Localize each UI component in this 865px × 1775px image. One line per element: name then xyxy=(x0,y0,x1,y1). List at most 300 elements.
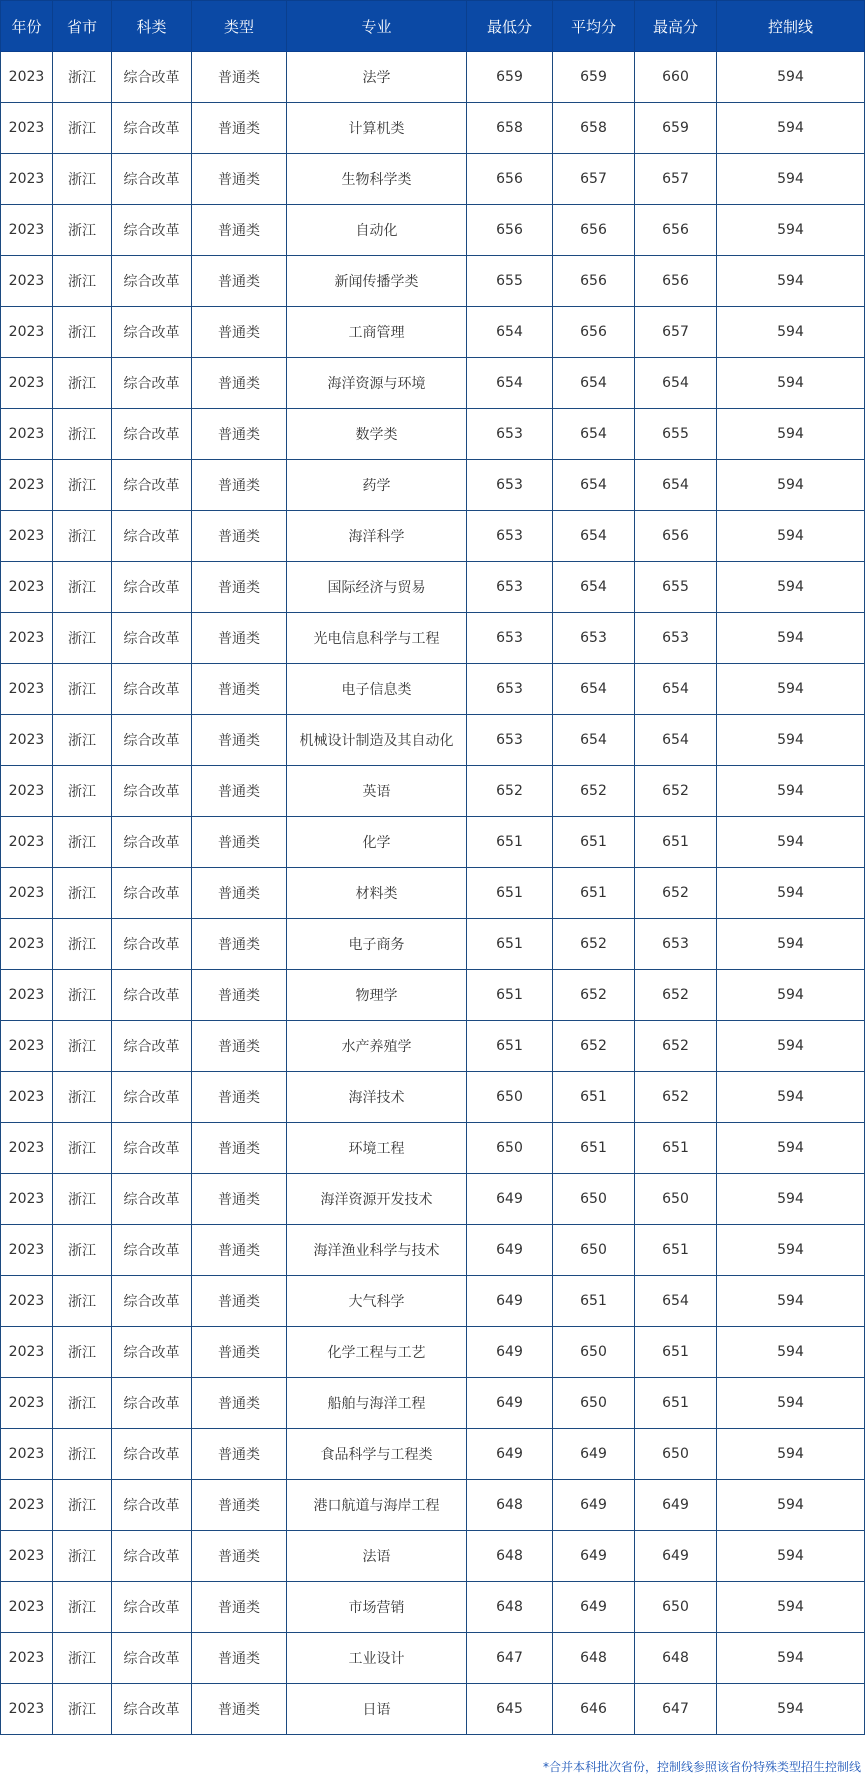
cell-control-line: 594 xyxy=(717,562,865,613)
cell-type: 普通类 xyxy=(192,256,287,307)
cell-category: 综合改革 xyxy=(112,103,192,154)
cell-province: 浙江 xyxy=(53,1123,112,1174)
cell-category: 综合改革 xyxy=(112,664,192,715)
cell-avg-score: 657 xyxy=(553,154,635,205)
cell-year: 2023 xyxy=(1,919,53,970)
cell-control-line: 594 xyxy=(717,1327,865,1378)
cell-province: 浙江 xyxy=(53,1021,112,1072)
cell-type: 普通类 xyxy=(192,1429,287,1480)
cell-type: 普通类 xyxy=(192,817,287,868)
cell-type: 普通类 xyxy=(192,1531,287,1582)
cell-province: 浙江 xyxy=(53,664,112,715)
cell-control-line: 594 xyxy=(717,613,865,664)
cell-min-score: 648 xyxy=(467,1582,553,1633)
cell-year: 2023 xyxy=(1,1378,53,1429)
cell-type: 普通类 xyxy=(192,52,287,103)
cell-max-score: 647 xyxy=(635,1684,717,1735)
cell-type: 普通类 xyxy=(192,715,287,766)
cell-type: 普通类 xyxy=(192,919,287,970)
cell-avg-score: 650 xyxy=(553,1225,635,1276)
cell-category: 综合改革 xyxy=(112,1480,192,1531)
cell-min-score: 653 xyxy=(467,664,553,715)
cell-major: 光电信息科学与工程 xyxy=(287,613,467,664)
cell-max-score: 655 xyxy=(635,562,717,613)
cell-control-line: 594 xyxy=(717,1378,865,1429)
cell-major: 市场营销 xyxy=(287,1582,467,1633)
cell-category: 综合改革 xyxy=(112,766,192,817)
cell-province: 浙江 xyxy=(53,1225,112,1276)
cell-avg-score: 656 xyxy=(553,205,635,256)
cell-avg-score: 650 xyxy=(553,1378,635,1429)
cell-type: 普通类 xyxy=(192,1582,287,1633)
header-province: 省市 xyxy=(53,1,112,52)
cell-max-score: 650 xyxy=(635,1582,717,1633)
cell-year: 2023 xyxy=(1,409,53,460)
cell-avg-score: 654 xyxy=(553,715,635,766)
cell-min-score: 650 xyxy=(467,1072,553,1123)
cell-avg-score: 649 xyxy=(553,1531,635,1582)
cell-avg-score: 659 xyxy=(553,52,635,103)
cell-avg-score: 654 xyxy=(553,460,635,511)
cell-min-score: 653 xyxy=(467,562,553,613)
cell-category: 综合改革 xyxy=(112,1684,192,1735)
cell-major: 化学工程与工艺 xyxy=(287,1327,467,1378)
table-row xyxy=(1,1276,865,1327)
cell-min-score: 651 xyxy=(467,817,553,868)
cell-max-score: 653 xyxy=(635,613,717,664)
cell-type: 普通类 xyxy=(192,613,287,664)
table-row xyxy=(1,868,865,919)
table-row xyxy=(1,1225,865,1276)
cell-major: 生物科学类 xyxy=(287,154,467,205)
cell-avg-score: 656 xyxy=(553,256,635,307)
cell-major: 数学类 xyxy=(287,409,467,460)
table-row xyxy=(1,1429,865,1480)
cell-control-line: 594 xyxy=(717,715,865,766)
table-row xyxy=(1,817,865,868)
cell-avg-score: 651 xyxy=(553,1123,635,1174)
cell-category: 综合改革 xyxy=(112,613,192,664)
cell-year: 2023 xyxy=(1,1633,53,1684)
cell-max-score: 660 xyxy=(635,52,717,103)
cell-category: 综合改革 xyxy=(112,358,192,409)
cell-category: 综合改革 xyxy=(112,154,192,205)
cell-category: 综合改革 xyxy=(112,52,192,103)
table-row xyxy=(1,919,865,970)
cell-province: 浙江 xyxy=(53,919,112,970)
cell-province: 浙江 xyxy=(53,205,112,256)
cell-control-line: 594 xyxy=(717,1480,865,1531)
cell-province: 浙江 xyxy=(53,1684,112,1735)
cell-control-line: 594 xyxy=(717,358,865,409)
cell-avg-score: 646 xyxy=(553,1684,635,1735)
cell-province: 浙江 xyxy=(53,103,112,154)
cell-category: 综合改革 xyxy=(112,868,192,919)
header-avg-score: 平均分 xyxy=(553,1,635,52)
cell-category: 综合改革 xyxy=(112,460,192,511)
table-row xyxy=(1,460,865,511)
cell-min-score: 648 xyxy=(467,1531,553,1582)
table-row xyxy=(1,358,865,409)
cell-control-line: 594 xyxy=(717,868,865,919)
cell-type: 普通类 xyxy=(192,409,287,460)
cell-year: 2023 xyxy=(1,868,53,919)
cell-control-line: 594 xyxy=(717,511,865,562)
cell-province: 浙江 xyxy=(53,868,112,919)
cell-year: 2023 xyxy=(1,307,53,358)
cell-control-line: 594 xyxy=(717,1021,865,1072)
table-row xyxy=(1,1123,865,1174)
cell-type: 普通类 xyxy=(192,460,287,511)
cell-max-score: 656 xyxy=(635,511,717,562)
cell-avg-score: 654 xyxy=(553,511,635,562)
cell-min-score: 652 xyxy=(467,766,553,817)
cell-category: 综合改革 xyxy=(112,1276,192,1327)
cell-max-score: 649 xyxy=(635,1531,717,1582)
cell-control-line: 594 xyxy=(717,817,865,868)
cell-type: 普通类 xyxy=(192,1225,287,1276)
cell-min-score: 651 xyxy=(467,919,553,970)
cell-province: 浙江 xyxy=(53,409,112,460)
cell-max-score: 652 xyxy=(635,970,717,1021)
cell-control-line: 594 xyxy=(717,1072,865,1123)
header-type: 类型 xyxy=(192,1,287,52)
cell-type: 普通类 xyxy=(192,154,287,205)
cell-control-line: 594 xyxy=(717,307,865,358)
cell-category: 综合改革 xyxy=(112,1582,192,1633)
cell-major: 国际经济与贸易 xyxy=(287,562,467,613)
cell-min-score: 654 xyxy=(467,307,553,358)
table-row xyxy=(1,1327,865,1378)
cell-year: 2023 xyxy=(1,715,53,766)
cell-major: 海洋技术 xyxy=(287,1072,467,1123)
cell-type: 普通类 xyxy=(192,307,287,358)
cell-major: 船舶与海洋工程 xyxy=(287,1378,467,1429)
cell-max-score: 652 xyxy=(635,868,717,919)
cell-province: 浙江 xyxy=(53,1633,112,1684)
cell-province: 浙江 xyxy=(53,1582,112,1633)
header-major: 专业 xyxy=(287,1,467,52)
cell-major: 机械设计制造及其自动化 xyxy=(287,715,467,766)
header-row xyxy=(1,1,865,52)
cell-province: 浙江 xyxy=(53,562,112,613)
cell-year: 2023 xyxy=(1,1327,53,1378)
cell-type: 普通类 xyxy=(192,511,287,562)
cell-max-score: 651 xyxy=(635,1378,717,1429)
cell-min-score: 645 xyxy=(467,1684,553,1735)
cell-year: 2023 xyxy=(1,817,53,868)
cell-max-score: 652 xyxy=(635,1021,717,1072)
header-min-score: 最低分 xyxy=(467,1,553,52)
cell-min-score: 659 xyxy=(467,52,553,103)
cell-min-score: 649 xyxy=(467,1174,553,1225)
cell-control-line: 594 xyxy=(717,52,865,103)
cell-max-score: 651 xyxy=(635,1225,717,1276)
cell-year: 2023 xyxy=(1,1429,53,1480)
cell-control-line: 594 xyxy=(717,664,865,715)
cell-year: 2023 xyxy=(1,1174,53,1225)
table-row xyxy=(1,1531,865,1582)
cell-province: 浙江 xyxy=(53,715,112,766)
cell-province: 浙江 xyxy=(53,970,112,1021)
cell-type: 普通类 xyxy=(192,562,287,613)
cell-type: 普通类 xyxy=(192,970,287,1021)
table-row xyxy=(1,256,865,307)
cell-province: 浙江 xyxy=(53,256,112,307)
cell-major: 大气科学 xyxy=(287,1276,467,1327)
cell-type: 普通类 xyxy=(192,358,287,409)
cell-province: 浙江 xyxy=(53,1276,112,1327)
header-year: 年份 xyxy=(1,1,53,52)
table-row xyxy=(1,1684,865,1735)
cell-control-line: 594 xyxy=(717,205,865,256)
cell-control-line: 594 xyxy=(717,1633,865,1684)
cell-avg-score: 652 xyxy=(553,1021,635,1072)
cell-year: 2023 xyxy=(1,205,53,256)
cell-type: 普通类 xyxy=(192,1327,287,1378)
cell-avg-score: 651 xyxy=(553,1072,635,1123)
cell-year: 2023 xyxy=(1,1123,53,1174)
cell-type: 普通类 xyxy=(192,868,287,919)
cell-control-line: 594 xyxy=(717,409,865,460)
cell-avg-score: 654 xyxy=(553,358,635,409)
cell-province: 浙江 xyxy=(53,1174,112,1225)
cell-max-score: 655 xyxy=(635,409,717,460)
cell-min-score: 656 xyxy=(467,154,553,205)
cell-control-line: 594 xyxy=(717,766,865,817)
cell-control-line: 594 xyxy=(717,103,865,154)
cell-major: 环境工程 xyxy=(287,1123,467,1174)
table-row xyxy=(1,613,865,664)
cell-control-line: 594 xyxy=(717,1684,865,1735)
cell-province: 浙江 xyxy=(53,1072,112,1123)
cell-type: 普通类 xyxy=(192,1174,287,1225)
cell-major: 化学 xyxy=(287,817,467,868)
cell-min-score: 649 xyxy=(467,1327,553,1378)
cell-major: 食品科学与工程类 xyxy=(287,1429,467,1480)
cell-year: 2023 xyxy=(1,1480,53,1531)
cell-year: 2023 xyxy=(1,154,53,205)
cell-category: 综合改革 xyxy=(112,919,192,970)
cell-avg-score: 649 xyxy=(553,1429,635,1480)
cell-category: 综合改革 xyxy=(112,1327,192,1378)
cell-year: 2023 xyxy=(1,52,53,103)
cell-min-score: 648 xyxy=(467,1480,553,1531)
cell-control-line: 594 xyxy=(717,1225,865,1276)
cell-province: 浙江 xyxy=(53,460,112,511)
cell-min-score: 653 xyxy=(467,409,553,460)
cell-category: 综合改革 xyxy=(112,1072,192,1123)
table-row xyxy=(1,715,865,766)
cell-year: 2023 xyxy=(1,103,53,154)
cell-category: 综合改革 xyxy=(112,1174,192,1225)
cell-major: 法学 xyxy=(287,52,467,103)
cell-major: 法语 xyxy=(287,1531,467,1582)
cell-year: 2023 xyxy=(1,1072,53,1123)
cell-avg-score: 654 xyxy=(553,562,635,613)
cell-max-score: 653 xyxy=(635,919,717,970)
cell-province: 浙江 xyxy=(53,154,112,205)
table-row xyxy=(1,205,865,256)
cell-max-score: 654 xyxy=(635,1276,717,1327)
cell-province: 浙江 xyxy=(53,1480,112,1531)
cell-avg-score: 651 xyxy=(553,817,635,868)
table-row xyxy=(1,1072,865,1123)
cell-major: 日语 xyxy=(287,1684,467,1735)
cell-control-line: 594 xyxy=(717,1123,865,1174)
cell-max-score: 650 xyxy=(635,1174,717,1225)
cell-major: 电子商务 xyxy=(287,919,467,970)
cell-max-score: 654 xyxy=(635,460,717,511)
cell-type: 普通类 xyxy=(192,1021,287,1072)
cell-category: 综合改革 xyxy=(112,409,192,460)
cell-major: 海洋科学 xyxy=(287,511,467,562)
cell-year: 2023 xyxy=(1,511,53,562)
cell-avg-score: 650 xyxy=(553,1174,635,1225)
cell-min-score: 658 xyxy=(467,103,553,154)
cell-year: 2023 xyxy=(1,766,53,817)
cell-min-score: 653 xyxy=(467,715,553,766)
table-row xyxy=(1,103,865,154)
cell-avg-score: 649 xyxy=(553,1582,635,1633)
cell-category: 综合改革 xyxy=(112,1021,192,1072)
cell-max-score: 656 xyxy=(635,205,717,256)
cell-major: 新闻传播学类 xyxy=(287,256,467,307)
cell-category: 综合改革 xyxy=(112,256,192,307)
table-row xyxy=(1,1174,865,1225)
cell-province: 浙江 xyxy=(53,817,112,868)
cell-max-score: 651 xyxy=(635,1123,717,1174)
cell-min-score: 649 xyxy=(467,1276,553,1327)
cell-avg-score: 652 xyxy=(553,766,635,817)
cell-category: 综合改革 xyxy=(112,307,192,358)
cell-min-score: 654 xyxy=(467,358,553,409)
cell-major: 英语 xyxy=(287,766,467,817)
cell-year: 2023 xyxy=(1,562,53,613)
cell-province: 浙江 xyxy=(53,307,112,358)
cell-control-line: 594 xyxy=(717,970,865,1021)
cell-max-score: 659 xyxy=(635,103,717,154)
table-row xyxy=(1,154,865,205)
table-row xyxy=(1,409,865,460)
cell-max-score: 651 xyxy=(635,1327,717,1378)
cell-major: 电子信息类 xyxy=(287,664,467,715)
cell-max-score: 652 xyxy=(635,1072,717,1123)
cell-year: 2023 xyxy=(1,256,53,307)
cell-province: 浙江 xyxy=(53,1378,112,1429)
cell-control-line: 594 xyxy=(717,256,865,307)
cell-min-score: 651 xyxy=(467,868,553,919)
cell-control-line: 594 xyxy=(717,919,865,970)
cell-type: 普通类 xyxy=(192,103,287,154)
table-row xyxy=(1,1021,865,1072)
cell-min-score: 649 xyxy=(467,1429,553,1480)
cell-type: 普通类 xyxy=(192,766,287,817)
cell-major: 计算机类 xyxy=(287,103,467,154)
cell-max-score: 654 xyxy=(635,715,717,766)
cell-avg-score: 651 xyxy=(553,1276,635,1327)
cell-max-score: 652 xyxy=(635,766,717,817)
cell-avg-score: 649 xyxy=(553,1480,635,1531)
cell-type: 普通类 xyxy=(192,1633,287,1684)
cell-year: 2023 xyxy=(1,664,53,715)
cell-control-line: 594 xyxy=(717,460,865,511)
cell-category: 综合改革 xyxy=(112,1633,192,1684)
cell-min-score: 649 xyxy=(467,1225,553,1276)
table-row xyxy=(1,1480,865,1531)
cell-type: 普通类 xyxy=(192,1684,287,1735)
table-row xyxy=(1,664,865,715)
cell-category: 综合改革 xyxy=(112,1123,192,1174)
cell-control-line: 594 xyxy=(717,1276,865,1327)
cell-max-score: 656 xyxy=(635,256,717,307)
cell-avg-score: 654 xyxy=(553,409,635,460)
cell-major: 水产养殖学 xyxy=(287,1021,467,1072)
cell-major: 海洋资源开发技术 xyxy=(287,1174,467,1225)
cell-year: 2023 xyxy=(1,1684,53,1735)
cell-major: 海洋渔业科学与技术 xyxy=(287,1225,467,1276)
table-row xyxy=(1,307,865,358)
table-row xyxy=(1,1633,865,1684)
cell-min-score: 650 xyxy=(467,1123,553,1174)
cell-avg-score: 653 xyxy=(553,613,635,664)
cell-category: 综合改革 xyxy=(112,1378,192,1429)
header-control-line: 控制线 xyxy=(717,1,865,52)
cell-control-line: 594 xyxy=(717,1174,865,1225)
cell-control-line: 594 xyxy=(717,1429,865,1480)
cell-year: 2023 xyxy=(1,613,53,664)
cell-avg-score: 654 xyxy=(553,664,635,715)
cell-major: 材料类 xyxy=(287,868,467,919)
cell-year: 2023 xyxy=(1,358,53,409)
cell-category: 综合改革 xyxy=(112,1531,192,1582)
cell-major: 海洋资源与环境 xyxy=(287,358,467,409)
cell-year: 2023 xyxy=(1,1225,53,1276)
table-row xyxy=(1,52,865,103)
cell-year: 2023 xyxy=(1,1021,53,1072)
cell-province: 浙江 xyxy=(53,766,112,817)
cell-type: 普通类 xyxy=(192,1480,287,1531)
cell-province: 浙江 xyxy=(53,1429,112,1480)
cell-max-score: 657 xyxy=(635,307,717,358)
cell-province: 浙江 xyxy=(53,358,112,409)
cell-year: 2023 xyxy=(1,1276,53,1327)
cell-major: 药学 xyxy=(287,460,467,511)
cell-max-score: 650 xyxy=(635,1429,717,1480)
cell-category: 综合改革 xyxy=(112,970,192,1021)
cell-min-score: 653 xyxy=(467,511,553,562)
cell-max-score: 654 xyxy=(635,358,717,409)
cell-type: 普通类 xyxy=(192,1276,287,1327)
cell-category: 综合改革 xyxy=(112,1225,192,1276)
cell-major: 工商管理 xyxy=(287,307,467,358)
table-row xyxy=(1,970,865,1021)
cell-major: 工业设计 xyxy=(287,1633,467,1684)
footnote: *合并本科批次省份，控制线参照该省份特殊类型招生控制线 xyxy=(542,1760,861,1774)
table-body xyxy=(1,52,865,1735)
cell-type: 普通类 xyxy=(192,205,287,256)
cell-province: 浙江 xyxy=(53,1327,112,1378)
cell-category: 综合改革 xyxy=(112,562,192,613)
table-row xyxy=(1,562,865,613)
cell-max-score: 657 xyxy=(635,154,717,205)
table-row xyxy=(1,766,865,817)
cell-year: 2023 xyxy=(1,970,53,1021)
table-row xyxy=(1,511,865,562)
cell-major: 港口航道与海岸工程 xyxy=(287,1480,467,1531)
cell-type: 普通类 xyxy=(192,1378,287,1429)
cell-category: 综合改革 xyxy=(112,205,192,256)
